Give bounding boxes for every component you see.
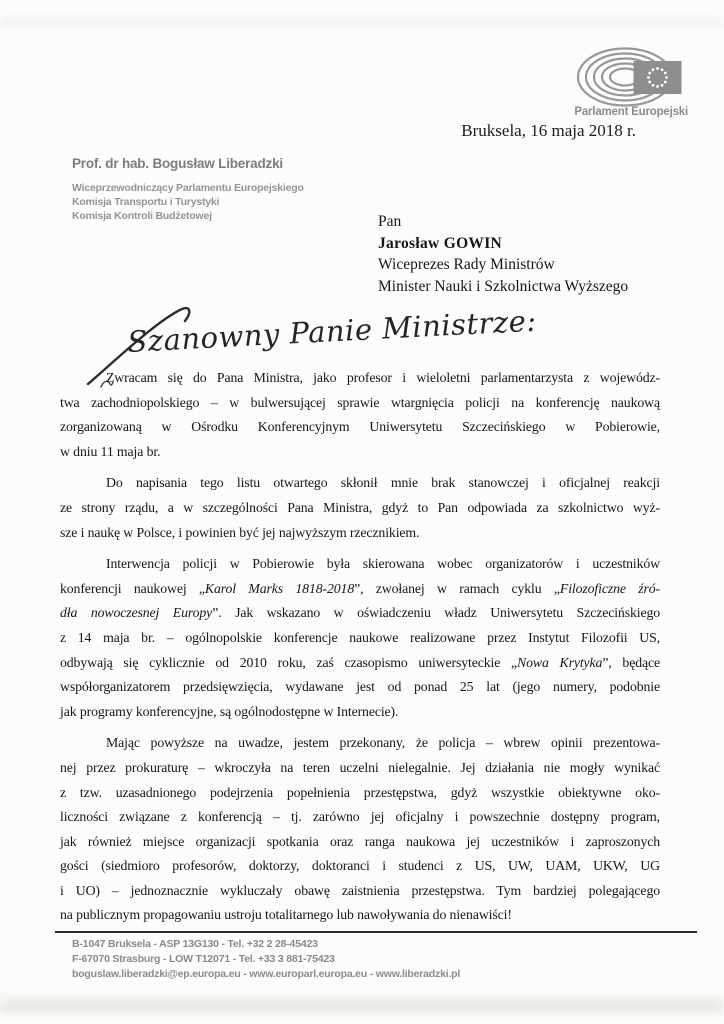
body-line: Mając powyższe na uwadze, jestem przekonany, że policja – wbrew opinii prezentowa- (106, 735, 660, 751)
footer-separator-line (55, 931, 697, 933)
logo-caption: Parlament Europejski (574, 106, 688, 118)
body-line: Zwracam się do Pana Ministra, jako profesor i wieloletni parlamentarzysta z wojewódz- (106, 370, 660, 385)
text-segment: ”. Jak wskazano w oświadczeniu władz Uniwersytetu Szczecińskiego (212, 605, 661, 621)
recipient-line: Minister Nauki i Szkolnictwa Wyższego (378, 277, 629, 295)
recipient-line: Wiceprezes Rady Ministrów (378, 256, 555, 273)
salutation-text: Szanowny Panie Ministrze: (126, 303, 538, 359)
european-parliament-logo-icon (573, 44, 688, 110)
body-line (60, 651, 660, 676)
body-line (60, 577, 660, 602)
italic-text-segment: Nowa Krytyka (517, 654, 603, 670)
sender-block (72, 156, 304, 223)
footer-contact-block (72, 937, 460, 982)
body-line: zorganizowaną w Ośrodku Konferencyjnym Uniwersytetu Szczecińskiego w Pobierowie, (60, 419, 660, 435)
recipient-line: Pan (378, 213, 402, 230)
recipient-line: Jarosław GOWIN (378, 234, 503, 252)
footer-line: boguslaw.liberadzki@ep.europa.eu - www.europarl.europa.eu - www.liberadzki.pl (72, 968, 461, 980)
body-line: i UO) – jednoznacznie wykluczały obawę zaistnienia przestępstwa. Tym bardziej polegającego (60, 882, 660, 898)
date-line: Bruksela, 16 maja 2018 r. (461, 121, 636, 140)
body-line: współorganizatorem przedsięwzięcia, wydawane jest od ponad 25 lat (jego numery, podobnie (60, 679, 660, 695)
body-line: z 14 maja br. – ogólnopolskie konferencje naukowe realizowane przez Instytut Filozofii US, (60, 629, 660, 645)
european-parliament-logo (573, 44, 688, 115)
body-line: twa zachodniopolskiego – w bulwersującej sprawie wtargnięcia policji na konferencję naukową (60, 394, 660, 410)
paragraph (60, 552, 660, 724)
sender-title: Komisja Transportu i Turystyki (72, 196, 220, 208)
italic-text-segment: dła nowoczesnej Europy (60, 605, 213, 621)
italic-text-segment: Filozoficzne źró- (559, 580, 661, 596)
eu-flag-icon (634, 61, 682, 94)
body-line: Do napisania tego listu otwartego skłonił mnie brak stanowczej i oficjalnej reakcji (106, 475, 660, 491)
body-line (60, 601, 660, 626)
scan-shadow-bottom (0, 1000, 724, 1012)
paragraph (60, 471, 660, 545)
body-line: na publicznym propagowaniu ustroju totalitarnego lub nawoływania do nienawiści! (60, 907, 512, 923)
text-segment: odbywają się cyklicznie od 2010 roku, zaś czasopismo uniwersyteckie „ (60, 654, 518, 670)
text-segment: ”, zwołanej w ramach cyklu „ (354, 580, 560, 596)
sender-name: Prof. dr hab. Bogusław Liberadzki (72, 156, 283, 171)
sender-title: Wiceprzewodniczący Parlamentu Europejskiego (72, 182, 304, 194)
sender-title: Komisja Kontroli Budżetowej (72, 210, 212, 222)
body-line: jak również miejsce organizacji spotkania oraz ranga naukowa jej uczestników i zaproszonych (60, 833, 660, 849)
recipient-block (378, 211, 628, 297)
paragraph (60, 731, 660, 928)
text-segment: konferencji naukowej „ (60, 580, 205, 596)
scan-shadow-top (0, 18, 724, 26)
body-line: nej przez prokuraturę – wkroczyła na teren uczelni nielegalnie. Jej działania nie mogły wynikać (60, 759, 660, 775)
body-line: Interwencja policji w Pobierowie była skierowana wobec organizatorów i uczestników (106, 556, 660, 572)
text-segment: ”, będące (602, 654, 660, 670)
body-line: sze i naukę w Polsce, i powinien być jej najwyższym rzecznikiem. (60, 524, 420, 540)
body-line: w dniu 11 maja br. (60, 443, 161, 459)
body-line: z tzw. uzasadnionego podejrzenia popełnienia przestępstwa, gdyż wszystkie obiektywne oko- (60, 784, 660, 800)
footer-line: F-67070 Strasburg - LOW T12071 - Tel. +33 3 881-75423 (72, 953, 335, 965)
italic-text-segment: Karol Marks 1818-2018 (204, 580, 355, 596)
body-line: ze strony rządu, a w szczególności Pana Ministra, gdyż to Pan odpowiada za szkolnictwo wyż- (60, 499, 660, 515)
body-line: liczności związane z konferencją – tj. zarówno jej oficjalny i powszechnie dostępny program, (60, 809, 660, 825)
letter-body (60, 366, 660, 935)
paragraph (60, 366, 660, 464)
body-line: gości (siedmioro profesorów, doktorzy, doktoranci i studenci z US, UW, UAM, UKW, UG (60, 858, 660, 874)
sender-titles (72, 181, 304, 223)
footer-line: B-1047 Bruksela - ASP 13G130 - Tel. +32 2 28-45423 (72, 938, 318, 950)
body-line: jak programy konferencyjne, są ogólnodostępne w Internecie). (60, 703, 399, 719)
